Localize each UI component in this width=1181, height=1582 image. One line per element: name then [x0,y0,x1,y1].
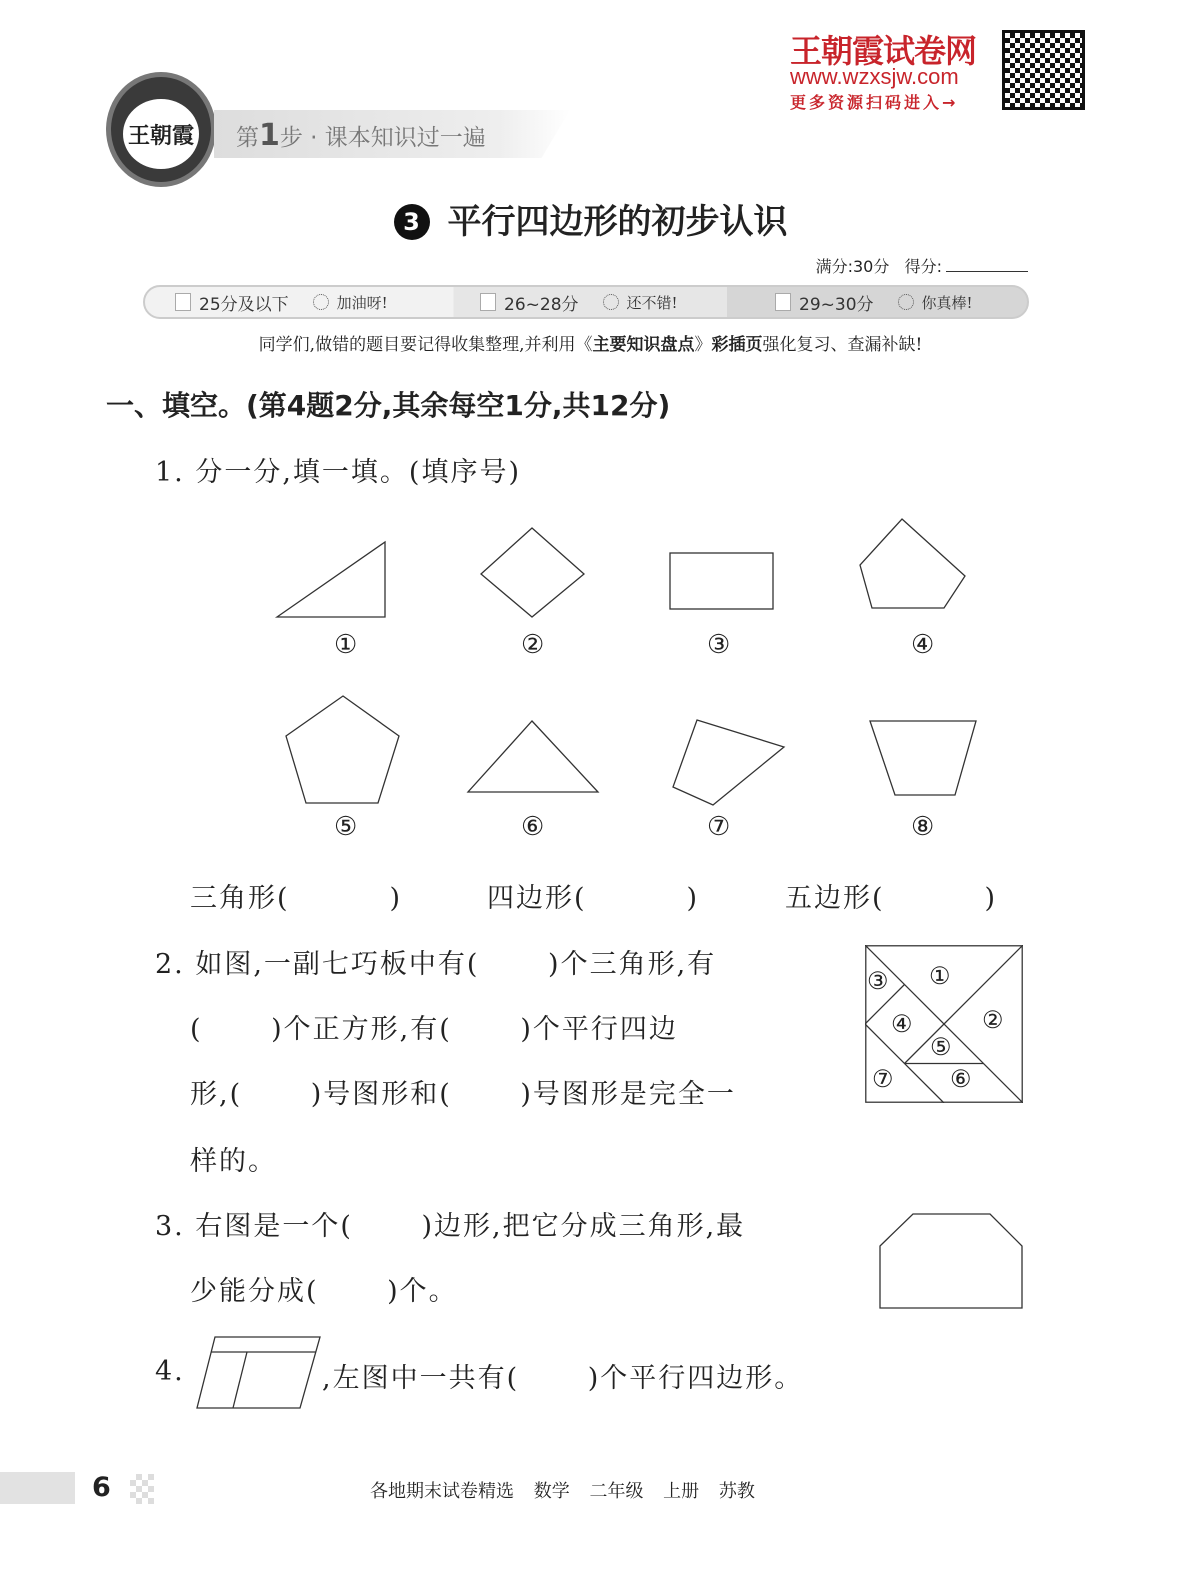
label-6: ⑥ [521,812,545,842]
footer-text: 各地期末试卷精选 数学 二年级 上册 苏教 [370,1481,755,1502]
brand-more: 更多资源扫码进入→ [790,93,959,112]
qr-code [1002,30,1085,110]
shape-2 [481,528,584,617]
face-icon [313,294,329,310]
tangram-6: ⑥ [950,1065,972,1093]
footer-decoration [130,1474,154,1504]
brand-name: 王朝霞试卷网 [790,32,977,70]
label-5: ⑤ [334,812,358,842]
shape-5 [286,696,399,803]
label-3: ③ [707,630,731,660]
score-line: 满分:30分 得分: [816,254,1028,277]
face-icon [603,294,619,310]
logo-text: 王朝霞 [123,99,199,169]
level-3: 29~30分 你真棒! [775,290,973,315]
footer-band [0,1472,75,1504]
q2-line-1: 2. 如图,一副七巧板中有( )个三角形,有 [155,949,717,980]
shape-1 [277,542,385,617]
brand-logo [106,72,216,187]
label-1: ① [334,630,358,660]
label-2: ② [521,630,545,660]
q4-parallelogram-figure [195,1335,323,1411]
score-levels-bar [143,285,1029,319]
q1-text: 1. 分一分,填一填。(填序号) [155,457,521,488]
q2-line-3: 形,( )号图形和( )号图形是完全一 [190,1079,736,1110]
answer-quadrilateral[interactable]: 四边形( ) [487,883,700,914]
tangram-7: ⑦ [872,1065,894,1093]
shape-8 [870,721,976,795]
q1-shapes [0,500,1181,820]
checkbox[interactable] [480,293,496,311]
q4-text: ,左图中一共有( )个平行四边形。 [322,1363,804,1394]
shape-3 [670,553,773,609]
answer-pentagon[interactable]: 五边形( ) [785,883,998,914]
shape-7 [673,720,784,805]
q3-hexagon [878,1212,1024,1310]
q2-line-4: 样的。 [190,1146,277,1177]
notice: 同学们,做错的题目要记得收集整理,并利用《主要知识盘点》彩插页强化复习、查漏补缺! [258,335,923,355]
tangram-4: ④ [891,1010,913,1038]
step-label: 第1步 · 课本知识过一遍 [236,118,486,153]
tangram-1: ① [929,962,951,990]
answer-triangle[interactable]: 三角形( ) [190,883,403,914]
q3-line-2: 少能分成( )个。 [190,1276,458,1307]
label-4: ④ [911,630,935,660]
q3-line-1: 3. 右图是一个( )边形,把它分成三角形,最 [155,1211,746,1242]
tangram-2: ② [982,1006,1004,1034]
face-icon [898,294,914,310]
page-title: 3 平行四边形的初步认识 [0,194,1181,243]
checkbox[interactable] [175,293,191,311]
label-7: ⑦ [707,812,731,842]
shape-4 [860,519,965,608]
tangram-3: ③ [867,967,889,995]
q2-line-2: ( )个正方形,有( )个平行四边 [190,1014,678,1045]
level-1: 25分及以下 加油呀! [175,290,480,315]
page-number: 6 [92,1472,111,1503]
checkbox[interactable] [775,293,791,311]
brand-url[interactable]: www.wzxsjw.com [790,64,959,89]
shape-6 [468,721,598,792]
q4-number: 4. [155,1356,185,1387]
level-2: 26~28分 还不错! [480,290,775,315]
section-heading: 一、填空。(第4题2分,其余每空1分,共12分) [106,389,671,422]
label-8: ⑧ [911,812,935,842]
tangram-5: ⑤ [930,1033,952,1061]
